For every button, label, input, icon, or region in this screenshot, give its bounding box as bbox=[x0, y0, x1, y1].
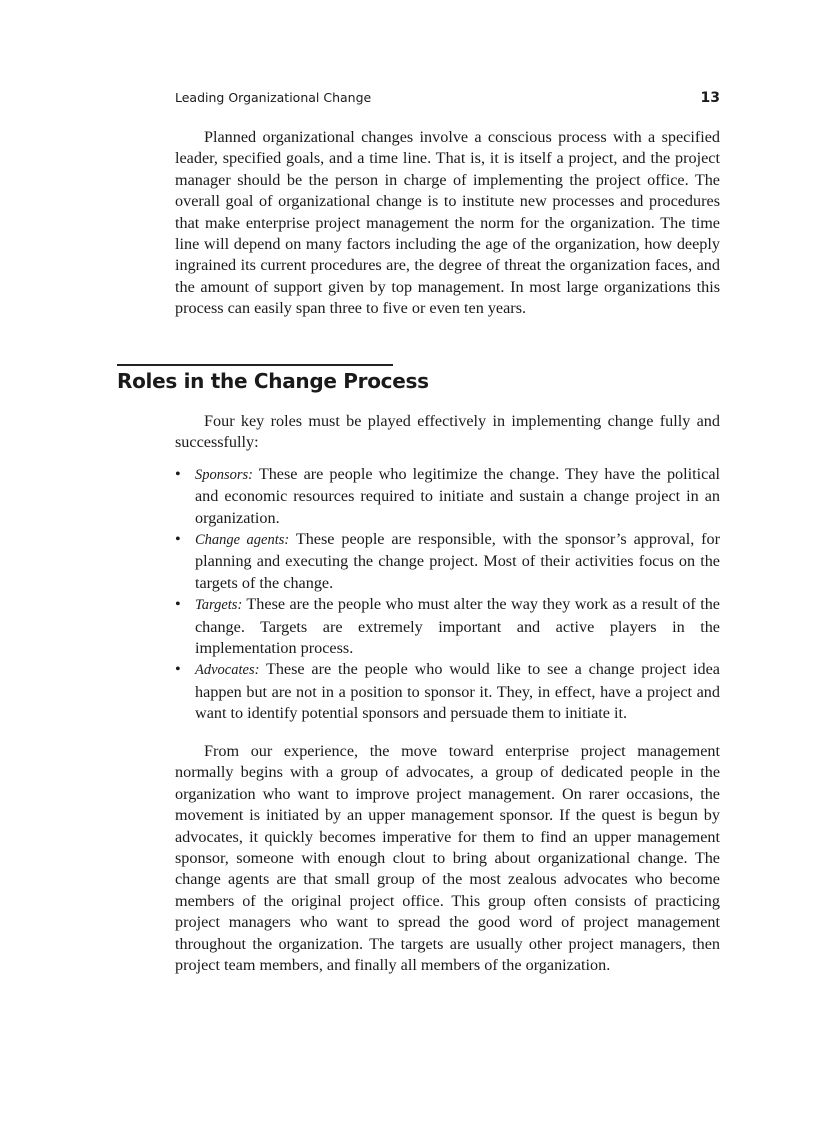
paragraph-planned-changes: Planned organizational changes involve a conscious process with a specified leader, specified goals, and a time line. That is, it is itself a project, and the project manager should be the person in charge of implementing the project office. The overall goal of organizational change is to institute new processes and procedures that make enterprise project management the norm for the organization. The time line will depend on many factors including the age of the organization, how deeply ingrained its current procedures are, the degree of threat the organization faces, and the amount of support given by top management. In most large organizations this process can easily span three to five or even ten years. bbox=[175, 128, 720, 318]
list-item-sponsors bbox=[175, 464, 720, 529]
role-term: Targets: bbox=[195, 597, 243, 614]
roles-list bbox=[175, 464, 720, 725]
roles-section bbox=[175, 411, 720, 725]
section-heading: Roles in the Change Process bbox=[117, 369, 429, 393]
role-term: Change agents: bbox=[195, 532, 290, 549]
role-description: These are the people who would like to see a change project idea happen but are not in a position to sponsor it. They, in effect, have a project and want to identify potential sponsors and persuade them to initiate it. bbox=[195, 660, 720, 723]
role-description: These people are responsible, with the sponsor’s approval, for planning and executing the change project. Most of their activities focus on the targets of the change. bbox=[195, 530, 720, 592]
role-description: These are people who legitimize the change. They have the political and economic resources required to initiate and sustain a change project in an organization. bbox=[195, 464, 720, 527]
bullet-icon: • bbox=[175, 660, 181, 679]
list-item-targets bbox=[175, 594, 720, 659]
section-heading-block bbox=[117, 364, 429, 393]
bullet-icon: • bbox=[175, 530, 181, 549]
role-term: Sponsors: bbox=[195, 466, 254, 483]
list-item-advocates bbox=[175, 659, 720, 724]
roles-intro: Four key roles must be played effectively in implementing change fully and successfully: bbox=[175, 412, 720, 452]
role-term: Advocates: bbox=[195, 662, 260, 679]
page-number: 13 bbox=[700, 90, 720, 106]
bullet-icon: • bbox=[175, 595, 181, 614]
heading-rule bbox=[117, 364, 393, 366]
running-title: Leading Organizational Change bbox=[175, 90, 372, 105]
bullet-icon: • bbox=[175, 464, 181, 483]
list-item-change-agents bbox=[175, 529, 720, 594]
role-description: These are the people who must alter the way they work as a result of the change. Targets are extremely important and active players in the implementation process. bbox=[195, 595, 720, 658]
paragraph-experience: From our experience, the move toward enterprise project management normally begins with a group of advocates, a group of dedicated people in the organization who want to improve project management. On rarer occasions, the movement is initiated by an upper management sponsor. If the quest is begun by advocates, it quickly becomes imperative for them to find an upper management sponsor, someone with enough clout to bring about organizational change. The change agents are that small group of the most zealous advocates who become members of the original project office. This group often consists of practicing project managers who want to spread the good word of project management throughout the organization. The targets are usually other project managers, then project team members, and finally all members of the organization. bbox=[175, 742, 720, 975]
running-header bbox=[175, 90, 720, 106]
